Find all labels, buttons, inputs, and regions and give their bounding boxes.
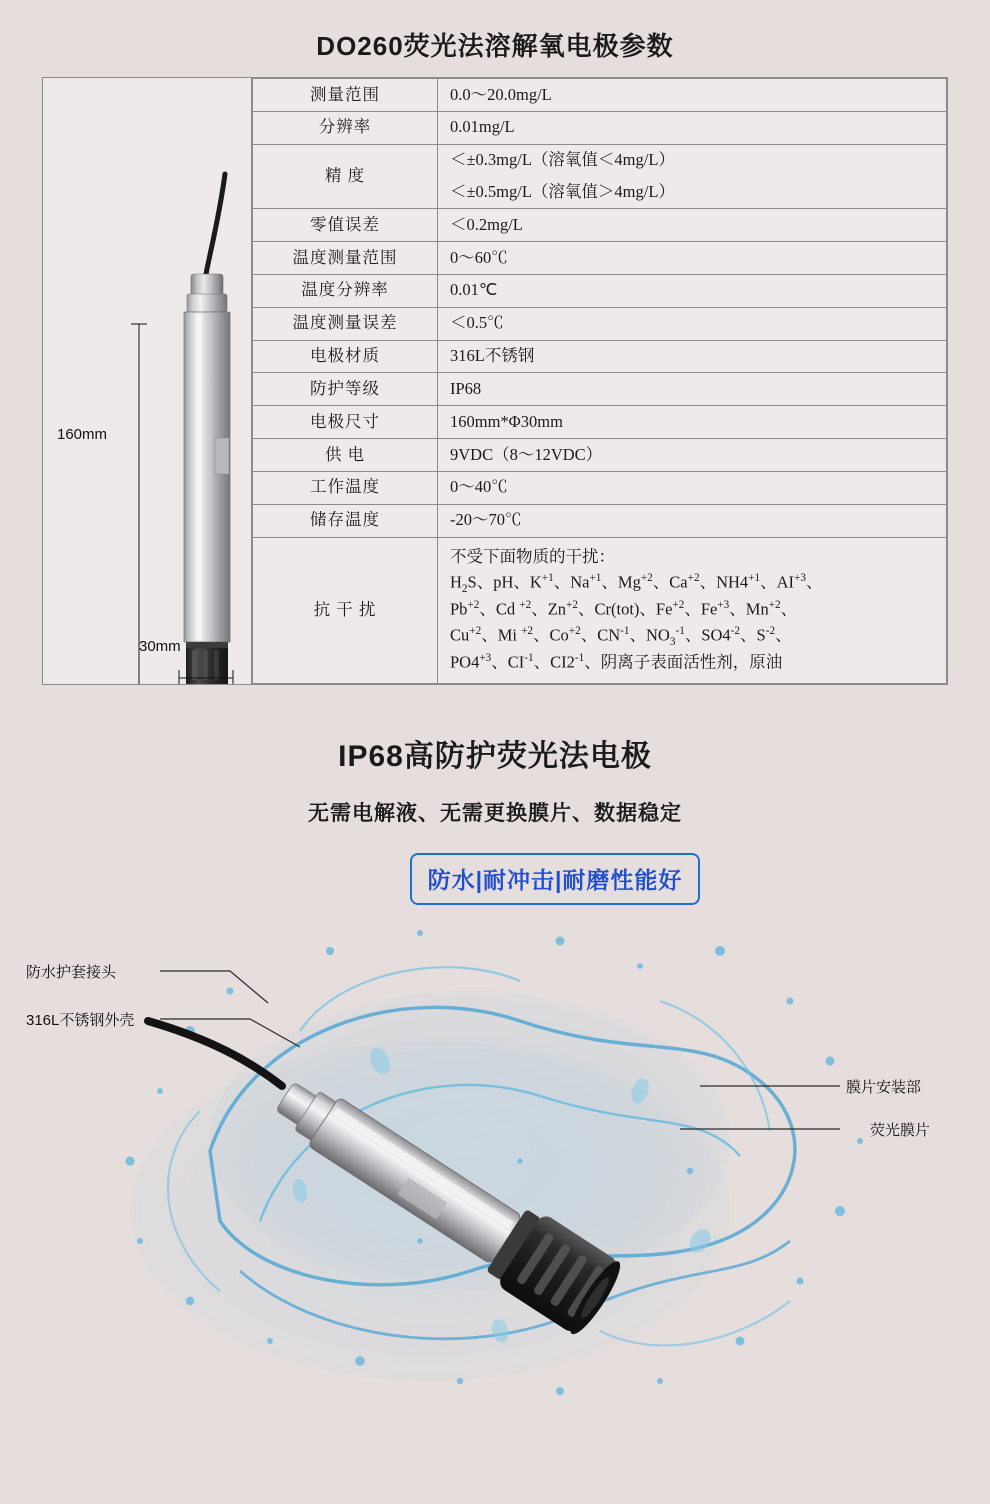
- spec-key: 精 度: [253, 144, 438, 209]
- table-row: [253, 111, 947, 144]
- feature-badge: 防水|耐冲击|耐磨性能好: [410, 853, 701, 905]
- promo-subtitle: 无需电解液、无需更换膜片、数据稳定: [308, 802, 682, 825]
- spec-value: 0～60℃: [438, 242, 947, 275]
- callout-left-bottom: 316L不锈钢外壳: [26, 1012, 135, 1029]
- table-row: [253, 242, 947, 275]
- badge-row: [0, 853, 990, 905]
- callout-left-top: 防水护套接头: [26, 964, 117, 981]
- probe-width-label: 30mm: [139, 638, 181, 655]
- spec-value: 0.0～20.0mg/L: [438, 79, 947, 112]
- spec-key: 电极材质: [253, 340, 438, 373]
- spec-key: 抗 干 扰: [253, 537, 438, 683]
- callout-right-bottom: 荧光膜片: [870, 1122, 931, 1139]
- probe-illustration-pane: [43, 78, 252, 684]
- spec-key: 电极尺寸: [253, 406, 438, 439]
- spec-key: 供 电: [253, 439, 438, 472]
- spec-value: 316L不锈钢: [438, 340, 947, 373]
- interference-values: [438, 537, 947, 683]
- table-row-interference: [253, 537, 947, 683]
- spec-value: -20～70℃: [438, 504, 947, 537]
- spec-value: 0.01℃: [438, 274, 947, 307]
- spec-key: 温度分辨率: [253, 274, 438, 307]
- spec-value: 9VDC（8～12VDC）: [438, 439, 947, 472]
- spec-title: DO260荧光法溶解氧电极参数: [316, 31, 674, 61]
- table-row: [253, 79, 947, 112]
- interference-line: $Cu^{+2}$、Mi $^{+2}$、$Co^{+2}$、$CN^{-1}$、$NO_3^{-1}$、$SO4^{-2}$、$S^{-2}$、: [450, 624, 792, 648]
- spec-value: ＜0.2mg/L: [438, 209, 947, 242]
- spec-key: 零值误差: [253, 209, 438, 242]
- probe-svg: [43, 78, 251, 684]
- table-row: [253, 340, 947, 373]
- spec-block: [42, 77, 948, 685]
- table-row: [253, 209, 947, 242]
- water-splash: [125, 930, 863, 1395]
- table-row: [253, 373, 947, 406]
- promo-title: IP68高防护荧光法电极: [338, 740, 652, 773]
- table-row: [253, 406, 947, 439]
- product-photo-svg: [0, 911, 990, 1471]
- spec-value: IP68: [438, 373, 947, 406]
- interference-line: $PO4^{+3}$、$CI^{-1}$、$CI2^{-1}$、阴离子表面活性剂，原油: [450, 652, 783, 672]
- spec-table: [252, 78, 947, 684]
- spec-value: ＜0.5℃: [438, 307, 947, 340]
- table-row: [253, 307, 947, 340]
- spec-key: 温度测量范围: [253, 242, 438, 275]
- table-row: [253, 504, 947, 537]
- spec-value: 0.01mg/L: [438, 111, 947, 144]
- spec-key: 储存温度: [253, 504, 438, 537]
- table-row: [253, 471, 947, 504]
- table-row: [253, 274, 947, 307]
- spec-key: 工作温度: [253, 471, 438, 504]
- spec-value: ＜±0.5mg/L（溶氧值＞4mg/L）: [438, 176, 947, 208]
- interference-intro: 不受下面物质的干扰：: [450, 547, 615, 567]
- table-row: [253, 439, 947, 472]
- callout-right-top: 膜片安装部: [846, 1079, 922, 1096]
- spec-key: 分辨率: [253, 111, 438, 144]
- table-row: [253, 144, 947, 176]
- probe-height-label: 160mm: [57, 426, 108, 443]
- spec-key: 防护等级: [253, 373, 438, 406]
- spec-value: 0～40℃: [438, 471, 947, 504]
- product-photo-area: [0, 911, 990, 1471]
- spec-value: 160mm*Φ30mm: [438, 406, 947, 439]
- spec-key: 测量范围: [253, 79, 438, 112]
- spec-key: 温度测量误差: [253, 307, 438, 340]
- interference-line: $H_2S$、pH、$K^{+1}$、$Na^{+1}$、$Mg^{+2}$、$Ca^{+2}$、$NH4^{+1}$、$AI^{+3}$、: [450, 571, 823, 595]
- spec-value: ＜±0.3mg/L（溶氧值＜4mg/L）: [438, 144, 947, 176]
- interference-line: $Pb^{+2}$、Cd $^{+2}$、$Zn^{+2}$、Cr(tot)、$Fe^{+2}$、$Fe^{+3}$、$Mn^{+2}$、: [450, 599, 798, 619]
- probe-drawing: [43, 78, 251, 684]
